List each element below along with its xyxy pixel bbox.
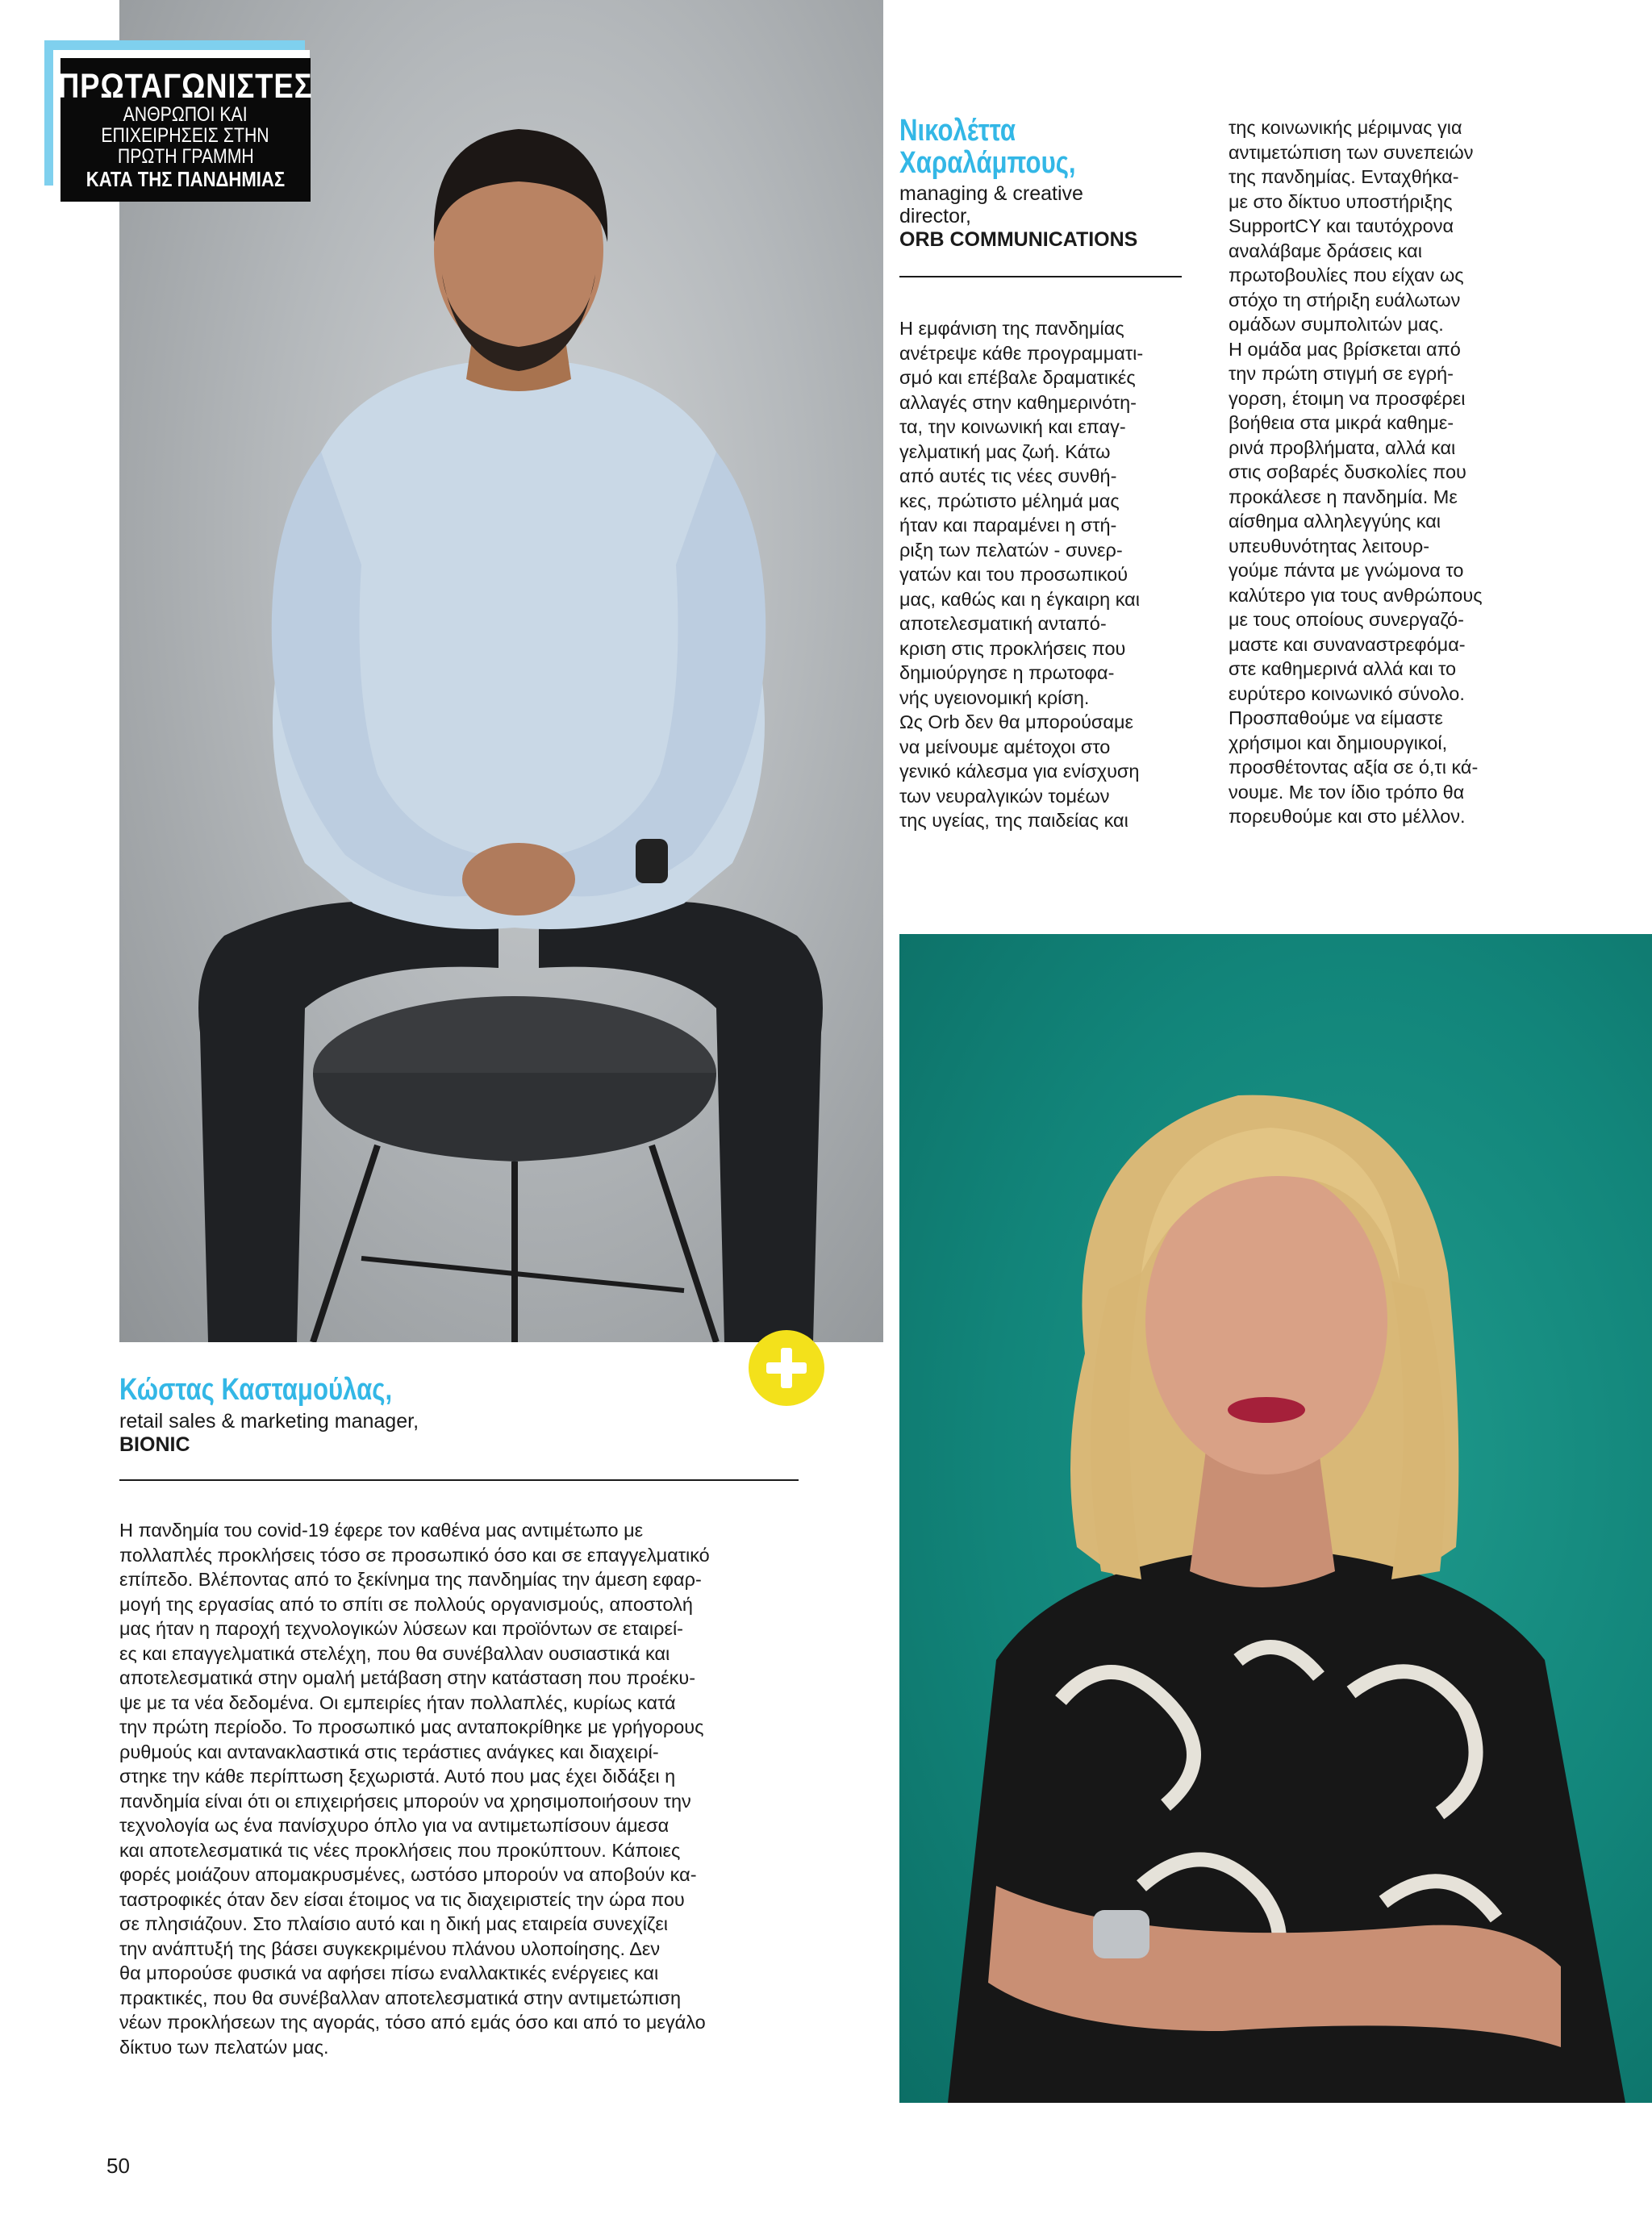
text-line: καλύτερο για τους ανθρώπους <box>1229 584 1483 606</box>
text-line: τα, την κοινωνική και επαγ- <box>899 416 1126 437</box>
text-line: δίκτυο των πελατών μας. <box>119 2036 329 2058</box>
text-line: προκάλεσε η πανδημία. Με <box>1229 486 1458 507</box>
profile-2-role: retail sales & marketing manager, <box>119 1410 419 1433</box>
profile-1-column-1 <box>899 316 1206 833</box>
text-line: ρινά προβλήματα, αλλά και <box>1229 436 1456 458</box>
text-line: ριξη των πελατών - συνερ- <box>899 539 1123 561</box>
text-line: αποτελεσματικά στην ομαλή μετάβαση στην κατάσταση που προέκυ- <box>119 1667 696 1688</box>
text-line: αίσθημα αλληλεγγύης και <box>1229 511 1441 532</box>
plus-icon <box>749 1330 824 1406</box>
text-line: αλλαγές στην καθημερινότη- <box>899 391 1137 413</box>
profile-1-name-line2: Χαραλάμπους, <box>899 146 1076 180</box>
text-line: αναλάβαμε δράσεις και <box>1229 240 1422 261</box>
text-line: της πανδημίας. Ενταχθήκα- <box>1229 166 1459 187</box>
section-badge <box>60 58 311 202</box>
text-line: γενικό κάλεσμα για ενίσχυση <box>899 761 1140 782</box>
text-line: δημιούργησε η πρωτοφα- <box>899 662 1115 683</box>
profile-2-divider <box>119 1479 799 1481</box>
text-line: νέων προκλήσεων της αγοράς, τόσο από εμάς όσο και από το μεγάλο <box>119 2012 706 2033</box>
text-line: από αυτές τις νέες συνθή- <box>899 465 1117 486</box>
profile-1-role-line2: director, <box>899 205 971 227</box>
text-line: στόχο τη στήριξη ευάλωτων <box>1229 289 1461 311</box>
text-line: σε πλησιάζουν. Στο πλαίσιο αυτό και η δική μας εταιρεία συνεχίζει <box>119 1913 669 1934</box>
profile-1-name-line1: Νικολέττα <box>899 114 1016 148</box>
text-line: θα μπορούσε φυσικά να αφήσει πίσω εναλλακτικές ενέργειες και <box>119 1962 659 1983</box>
profile-1-column-2 <box>1229 115 1551 829</box>
text-line: κες, πρώτιστο μέλημά μας <box>899 490 1120 511</box>
text-line: υπευθυνότητας λειτουρ- <box>1229 535 1430 557</box>
text-line: φορές μοιάζουν απομακρυσμένες, ωστόσο μπορούν να αποβούν κα- <box>119 1864 697 1885</box>
text-line: σμό και επέβαλε δραματικές <box>899 367 1136 388</box>
text-line: μογή της εργασίας από το σπίτι σε πολλούς οργανισμούς, αποστολή <box>119 1593 693 1615</box>
text-line: ταστροφικές όταν δεν είσαι έτοιμος να τις διαχειριστείς την ώρα που <box>119 1888 685 1910</box>
text-line: πρωτοβουλίες που είχαν ως <box>1229 265 1464 286</box>
text-line: μαστε και συναναστρεφόμα- <box>1229 633 1466 655</box>
text-line: πανδημία είναι ότι οι επιχειρήσεις μπορούν να χρησιμοποιήσουν την <box>119 1790 691 1812</box>
text-line: Ως Orb δεν θα μπορούσαμε <box>899 711 1134 732</box>
text-line: μας ήταν η παροχή τεχνολογικών λύσεων και προϊόντων σε εταιρεί- <box>119 1618 684 1639</box>
text-line: να μείνουμε αμέτοχοι στο <box>899 736 1111 757</box>
text-line: των νευραλγικών τομέων <box>899 785 1110 807</box>
badge-subtitle-line: ΠΡΩΤΗ ΓΡΑΜΜΗ <box>117 145 254 168</box>
text-line: ες και επαγγελματικά στελέχη, που θα συνέβαλλαν ουσιαστικά και <box>119 1642 670 1664</box>
text-line: με τους οποίους συνεργαζό- <box>1229 609 1464 630</box>
text-line: αντιμετώπιση των συνεπειών <box>1229 141 1474 163</box>
text-line: με στο δίκτυο υποστήριξης <box>1229 190 1453 212</box>
text-line: πορευθούμε και στο μέλλον. <box>1229 806 1466 827</box>
text-line: πολλαπλές προκλήσεις τόσο σε προσωπικό όσο και σε επαγγελματικό <box>119 1544 710 1566</box>
text-line: στηκε την κάθε περίπτωση ξεχωριστά. Αυτό που μας έχει διδάξει η <box>119 1766 676 1787</box>
text-line: ευρύτερο κοινωνικό σύνολο. <box>1229 682 1465 704</box>
text-line: αποτελεσματική ανταπό- <box>899 613 1107 634</box>
text-line: της κοινωνικής μέριμνας για <box>1229 117 1462 138</box>
text-line: τεχνολογία ως ένα πανίσχυρο όπλο για να αντιμετωπίσουν άμεσα <box>119 1815 670 1836</box>
text-line: την πρώτη περίοδο. Το προσωπικό μας ανταποκρίθηκε με γρήγορους <box>119 1716 704 1737</box>
badge-title: ΠΡΩΤΑΓΩΝΙΣΤΕΣ <box>58 67 313 106</box>
text-line: Η εμφάνιση της πανδημίας <box>899 318 1124 339</box>
text-line: γορση, έτοιμη να προσφέρει <box>1229 387 1466 409</box>
text-line: την πρώτη στιγμή σε εγρή- <box>1229 363 1454 384</box>
text-line: βοήθεια στα μικρά καθημε- <box>1229 412 1454 433</box>
page-number: 50 <box>106 2154 130 2178</box>
text-line: Η ομάδα μας βρίσκεται από <box>1229 338 1461 360</box>
text-line: και αποτελεσματικά τις νέες προκλήσεις που προκύπτουν. Κάποιες <box>119 1839 681 1861</box>
profile-2-company: BIONIC <box>119 1433 190 1456</box>
text-line: στε καθημερινά αλλά και το <box>1229 658 1457 679</box>
text-line: κριση στις προκλήσεις που <box>899 637 1126 659</box>
text-line: Προσπαθούμε να είμαστε <box>1229 707 1443 728</box>
text-line: Η πανδημία του covid-19 έφερε τον καθένα μας αντιμέτωπο με <box>119 1520 644 1541</box>
badge-subtitle-line: ΕΠΙΧΕΙΡΗΣΕΙΣ ΣΤΗΝ <box>101 124 270 147</box>
profile-2-body <box>119 1518 878 2059</box>
badge-subtitle-line: ΑΝΘΡΩΠΟΙ ΚΑΙ <box>123 103 248 126</box>
text-line: γατών και του προσωπικού <box>899 564 1128 585</box>
text-line: της υγείας, της παιδείας και <box>899 810 1128 831</box>
profile-1-company: ORB COMMUNICATIONS <box>899 228 1138 251</box>
text-line: SupportCY και ταυτόχρονα <box>1229 215 1454 236</box>
text-line: μας, καθώς και η έγκαιρη και <box>899 588 1140 610</box>
text-line: επίπεδο. Βλέποντας από το ξεκίνημα της πανδημίας την άμεση εφαρ- <box>119 1569 702 1590</box>
profile-1-divider <box>899 276 1182 277</box>
text-line: ομάδων συμπολιτών μας. <box>1229 314 1444 335</box>
text-line: την ανάπτυξή της βάσει συγκεκριμένου πλάνου υλοποίησης. Δεν <box>119 1937 661 1959</box>
portrait-photo-woman <box>899 934 1652 2103</box>
woman-illustration <box>899 934 1652 2103</box>
text-line: γελματική μας ζωή. Κάτω <box>899 440 1111 462</box>
text-line: προσθέτοντας αξία σε ό,τι κά- <box>1229 757 1479 778</box>
text-line: χρήσιμοι και δημιουργικοί, <box>1229 732 1448 753</box>
text-line: νουμε. Με τον ίδιο τρόπο θα <box>1229 781 1465 803</box>
text-line: στις σοβαρές δυσκολίες που <box>1229 461 1466 482</box>
text-line: ήταν και παραμένει η στή- <box>899 515 1117 536</box>
text-line: πρακτικές, που θα συνέβαλλαν αποτελεσματικά στην αντιμετώπιση <box>119 1987 682 2008</box>
text-line: ρυθμούς και αντανακλαστικά στις τεράστιες ανάγκες και διαχειρί- <box>119 1741 659 1762</box>
text-line: ψε με τα νέα δεδομένα. Οι εμπειρίες ήταν πολλαπλές, κυρίως κατά <box>119 1691 676 1713</box>
text-line: γούμε πάντα με γνώμονα το <box>1229 560 1464 581</box>
profile-1-role-line1: managing & creative <box>899 182 1083 205</box>
badge-subtitle-bold: ΚΑΤΑ ΤΗΣ ΠΑΝΔΗΜΙΑΣ <box>86 167 286 191</box>
text-line: νής υγειονομική κρίση. <box>899 686 1090 708</box>
profile-2-name: Κώστας Κασταμούλας, <box>119 1373 393 1407</box>
text-line: ανέτρεψε κάθε προγραμματι- <box>899 342 1144 364</box>
